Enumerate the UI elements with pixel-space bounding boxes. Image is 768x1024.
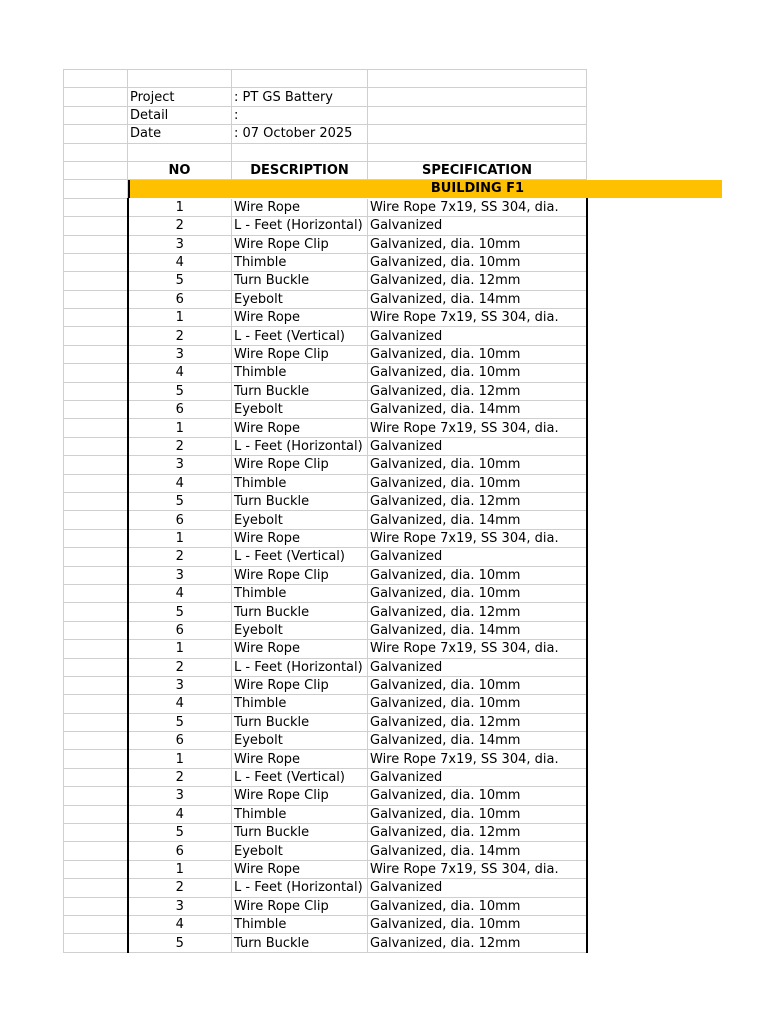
header-row (64, 161, 587, 179)
cell[interactable] (64, 290, 128, 308)
table-row (64, 603, 587, 621)
cell[interactable] (64, 272, 128, 290)
row-description[interactable]: Thimble (232, 584, 368, 602)
row-description[interactable]: Turn Buckle (232, 713, 368, 731)
row-description[interactable]: Thimble (232, 695, 368, 713)
row-no[interactable]: 1 (128, 419, 232, 437)
row-description[interactable]: Wire Rope (232, 640, 368, 658)
row-no[interactable]: 3 (128, 566, 232, 584)
cell[interactable] (64, 529, 128, 547)
table-row (64, 897, 587, 915)
row-description[interactable]: Eyebolt (232, 511, 368, 529)
cell[interactable] (64, 180, 128, 198)
detail-label[interactable]: Detail (128, 106, 232, 124)
row-description[interactable]: Wire Rope (232, 198, 368, 216)
row-no[interactable]: 4 (128, 364, 232, 382)
row-specification[interactable]: Galvanized, dia. 10mm (368, 897, 587, 915)
table-row (64, 934, 587, 952)
cell[interactable] (64, 88, 128, 106)
row-specification[interactable]: Galvanized, dia. 10mm (368, 787, 587, 805)
row-description[interactable]: L - Feet (Horizontal) (232, 217, 368, 235)
row-description[interactable]: Wire Rope Clip (232, 566, 368, 584)
cell[interactable] (64, 732, 128, 750)
row-no[interactable]: 4 (128, 584, 232, 602)
cell[interactable] (64, 235, 128, 253)
table-row (64, 290, 587, 308)
cell[interactable] (128, 70, 232, 88)
table-row (64, 805, 587, 823)
row-no[interactable]: 6 (128, 732, 232, 750)
header-description[interactable]: DESCRIPTION (232, 161, 368, 179)
row-specification[interactable]: Wire Rope 7x19, SS 304, dia. (368, 419, 587, 437)
row-no[interactable]: 6 (128, 290, 232, 308)
row-specification[interactable]: Galvanized, dia. 12mm (368, 824, 587, 842)
cell[interactable] (64, 548, 128, 566)
spreadsheet-table (63, 69, 588, 953)
row-description[interactable]: Thimble (232, 253, 368, 271)
row-specification[interactable]: Galvanized, dia. 12mm (368, 603, 587, 621)
row-specification[interactable]: Galvanized, dia. 14mm (368, 732, 587, 750)
cell[interactable] (64, 161, 128, 179)
table-row (64, 364, 587, 382)
row-no[interactable]: 6 (128, 401, 232, 419)
row-no[interactable]: 6 (128, 621, 232, 639)
table-row (64, 824, 587, 842)
row-specification[interactable]: Galvanized, dia. 10mm (368, 474, 587, 492)
cell[interactable] (64, 603, 128, 621)
cell[interactable] (64, 401, 128, 419)
cell[interactable] (64, 456, 128, 474)
row-description[interactable]: Wire Rope (232, 309, 368, 327)
table-row (64, 548, 587, 566)
table-row (64, 474, 587, 492)
row-specification[interactable]: Galvanized, dia. 12mm (368, 934, 587, 952)
cell[interactable] (64, 327, 128, 345)
section-cell[interactable] (128, 180, 232, 198)
row-specification[interactable]: Galvanized, dia. 10mm (368, 584, 587, 602)
row-description[interactable]: Turn Buckle (232, 492, 368, 510)
table-row (64, 419, 587, 437)
cell[interactable] (64, 492, 128, 510)
row-no[interactable]: 5 (128, 272, 232, 290)
row-specification[interactable]: Galvanized, dia. 10mm (368, 566, 587, 584)
cell[interactable] (64, 750, 128, 768)
row-specification[interactable]: Galvanized, dia. 12mm (368, 272, 587, 290)
cell[interactable] (64, 787, 128, 805)
meta-row-date (64, 125, 587, 143)
row-no[interactable]: 2 (128, 879, 232, 897)
row-description[interactable]: Turn Buckle (232, 272, 368, 290)
table-row (64, 787, 587, 805)
row-specification[interactable]: Wire Rope 7x19, SS 304, dia. (368, 860, 587, 878)
table-row (64, 217, 587, 235)
cell[interactable] (368, 106, 587, 124)
row-no[interactable]: 4 (128, 474, 232, 492)
cell[interactable] (64, 198, 128, 216)
table-row (64, 511, 587, 529)
row-specification[interactable]: Galvanized, dia. 10mm (368, 364, 587, 382)
row-description[interactable]: Turn Buckle (232, 603, 368, 621)
row-specification[interactable]: Galvanized, dia. 10mm (368, 345, 587, 363)
table-row (64, 879, 587, 897)
row-description[interactable]: Turn Buckle (232, 382, 368, 400)
cell[interactable] (232, 143, 368, 161)
cell[interactable] (64, 879, 128, 897)
row-description[interactable]: L - Feet (Vertical) (232, 548, 368, 566)
row-description[interactable]: Thimble (232, 805, 368, 823)
section-cell[interactable] (232, 180, 368, 198)
meta-row-detail (64, 106, 587, 124)
row-no[interactable]: 2 (128, 548, 232, 566)
row-description[interactable]: Wire Rope Clip (232, 676, 368, 694)
row-description[interactable]: Eyebolt (232, 732, 368, 750)
row-specification[interactable]: Galvanized, dia. 14mm (368, 842, 587, 860)
table-row (64, 198, 587, 216)
row-specification[interactable]: Galvanized, dia. 10mm (368, 915, 587, 933)
table-row (64, 401, 587, 419)
row-specification[interactable]: Wire Rope 7x19, SS 304, dia. (368, 750, 587, 768)
cell[interactable] (64, 842, 128, 860)
row-no[interactable]: 6 (128, 511, 232, 529)
blank-row (64, 70, 587, 88)
row-no[interactable]: 5 (128, 603, 232, 621)
row-no[interactable]: 6 (128, 842, 232, 860)
row-no[interactable]: 2 (128, 217, 232, 235)
cell[interactable] (64, 382, 128, 400)
row-no[interactable]: 3 (128, 456, 232, 474)
row-specification[interactable]: Galvanized, dia. 10mm (368, 695, 587, 713)
row-no[interactable]: 3 (128, 787, 232, 805)
table-row (64, 695, 587, 713)
project-label[interactable]: Project (128, 88, 232, 106)
row-no[interactable]: 5 (128, 934, 232, 952)
row-description[interactable]: Thimble (232, 915, 368, 933)
row-specification[interactable]: Galvanized, dia. 12mm (368, 492, 587, 510)
cell[interactable] (368, 125, 587, 143)
row-specification[interactable]: Galvanized, dia. 10mm (368, 235, 587, 253)
row-description[interactable]: Wire Rope (232, 419, 368, 437)
row-no[interactable]: 1 (128, 750, 232, 768)
row-no[interactable]: 2 (128, 327, 232, 345)
cell[interactable] (64, 824, 128, 842)
row-specification[interactable]: Galvanized (368, 437, 587, 455)
table-row (64, 529, 587, 547)
row-no[interactable]: 2 (128, 658, 232, 676)
row-description[interactable]: Eyebolt (232, 621, 368, 639)
row-description[interactable]: Eyebolt (232, 290, 368, 308)
row-specification[interactable]: Galvanized, dia. 12mm (368, 382, 587, 400)
section-title: BUILDING F1 (430, 181, 525, 196)
row-description[interactable]: L - Feet (Horizontal) (232, 879, 368, 897)
row-specification[interactable]: Galvanized, dia. 14mm (368, 511, 587, 529)
row-specification[interactable]: Wire Rope 7x19, SS 304, dia. (368, 198, 587, 216)
cell[interactable] (64, 70, 128, 88)
table-row (64, 382, 587, 400)
table-row (64, 676, 587, 694)
row-specification[interactable]: Wire Rope 7x19, SS 304, dia. (368, 309, 587, 327)
table-row (64, 327, 587, 345)
table-row (64, 345, 587, 363)
row-no[interactable]: 3 (128, 897, 232, 915)
row-specification[interactable]: Galvanized (368, 768, 587, 786)
row-description[interactable]: Turn Buckle (232, 824, 368, 842)
table-row (64, 621, 587, 639)
row-description[interactable]: L - Feet (Vertical) (232, 768, 368, 786)
cell[interactable] (64, 437, 128, 455)
table-row (64, 860, 587, 878)
project-value[interactable]: : PT GS Battery (232, 88, 368, 106)
cell[interactable] (64, 768, 128, 786)
row-description[interactable]: Wire Rope Clip (232, 897, 368, 915)
row-specification[interactable]: Galvanized, dia. 14mm (368, 290, 587, 308)
row-no[interactable]: 3 (128, 676, 232, 694)
table-row (64, 640, 587, 658)
row-specification[interactable]: Galvanized (368, 327, 587, 345)
row-no[interactable]: 4 (128, 695, 232, 713)
date-value[interactable]: : 07 October 2025 (232, 125, 368, 143)
cell[interactable] (64, 364, 128, 382)
cell[interactable] (232, 70, 368, 88)
row-description[interactable]: Wire Rope Clip (232, 456, 368, 474)
row-no[interactable]: 5 (128, 382, 232, 400)
row-specification[interactable]: Galvanized, dia. 10mm (368, 456, 587, 474)
table-row (64, 713, 587, 731)
cell[interactable] (64, 897, 128, 915)
row-description[interactable]: Eyebolt (232, 401, 368, 419)
cell[interactable] (64, 474, 128, 492)
cell[interactable] (64, 658, 128, 676)
cell[interactable] (368, 143, 587, 161)
cell[interactable] (64, 713, 128, 731)
cell[interactable] (64, 621, 128, 639)
cell[interactable] (64, 676, 128, 694)
cell[interactable] (64, 860, 128, 878)
cell[interactable] (64, 419, 128, 437)
table-row (64, 842, 587, 860)
cell[interactable] (368, 70, 587, 88)
row-description[interactable]: Wire Rope (232, 529, 368, 547)
detail-value[interactable]: : (232, 106, 368, 124)
table-row (64, 253, 587, 271)
cell[interactable] (64, 566, 128, 584)
row-specification[interactable]: Galvanized, dia. 10mm (368, 805, 587, 823)
row-specification[interactable]: Galvanized, dia. 12mm (368, 713, 587, 731)
row-specification[interactable]: Galvanized, dia. 14mm (368, 401, 587, 419)
row-no[interactable]: 5 (128, 492, 232, 510)
cell[interactable] (64, 915, 128, 933)
row-no[interactable]: 3 (128, 345, 232, 363)
table-row (64, 566, 587, 584)
cell[interactable] (64, 106, 128, 124)
cell[interactable] (64, 125, 128, 143)
blank-row (64, 143, 587, 161)
row-description[interactable]: Eyebolt (232, 842, 368, 860)
meta-row-project (64, 88, 587, 106)
cell[interactable] (64, 640, 128, 658)
table-row (64, 309, 587, 327)
row-no[interactable]: 1 (128, 198, 232, 216)
row-description[interactable]: Wire Rope (232, 860, 368, 878)
row-description[interactable]: L - Feet (Horizontal) (232, 658, 368, 676)
row-no[interactable]: 5 (128, 713, 232, 731)
row-no[interactable]: 2 (128, 768, 232, 786)
row-no[interactable]: 3 (128, 235, 232, 253)
row-description[interactable]: Turn Buckle (232, 934, 368, 952)
row-specification[interactable]: Wire Rope 7x19, SS 304, dia. (368, 529, 587, 547)
row-no[interactable]: 1 (128, 529, 232, 547)
row-no[interactable]: 4 (128, 915, 232, 933)
row-description[interactable]: Wire Rope Clip (232, 345, 368, 363)
table-row (64, 915, 587, 933)
table-row (64, 437, 587, 455)
cell[interactable] (128, 143, 232, 161)
cell[interactable] (64, 309, 128, 327)
cell[interactable] (64, 345, 128, 363)
row-description[interactable]: Thimble (232, 364, 368, 382)
row-specification[interactable]: Galvanized, dia. 10mm (368, 676, 587, 694)
row-description[interactable]: Wire Rope Clip (232, 787, 368, 805)
table-row (64, 492, 587, 510)
row-description[interactable]: L - Feet (Vertical) (232, 327, 368, 345)
cell[interactable] (64, 805, 128, 823)
table-row (64, 584, 587, 602)
row-no[interactable]: 4 (128, 805, 232, 823)
header-no[interactable]: NO (128, 161, 232, 179)
cell[interactable] (368, 88, 587, 106)
row-specification[interactable]: Galvanized (368, 658, 587, 676)
row-description[interactable]: Wire Rope (232, 750, 368, 768)
row-no[interactable]: 2 (128, 437, 232, 455)
row-no[interactable]: 4 (128, 253, 232, 271)
row-specification[interactable]: Galvanized, dia. 14mm (368, 621, 587, 639)
row-description[interactable]: L - Feet (Horizontal) (232, 437, 368, 455)
cell[interactable] (64, 143, 128, 161)
row-no[interactable]: 5 (128, 824, 232, 842)
header-specification[interactable]: SPECIFICATION (368, 161, 587, 179)
row-no[interactable]: 1 (128, 860, 232, 878)
row-no[interactable]: 1 (128, 309, 232, 327)
cell[interactable] (64, 584, 128, 602)
row-description[interactable]: Thimble (232, 474, 368, 492)
table-row (64, 235, 587, 253)
date-label[interactable]: Date (128, 125, 232, 143)
row-description[interactable]: Wire Rope Clip (232, 235, 368, 253)
cell[interactable] (64, 934, 128, 952)
table-row (64, 768, 587, 786)
row-specification[interactable]: Wire Rope 7x19, SS 304, dia. (368, 640, 587, 658)
table-row (64, 732, 587, 750)
table-row (64, 658, 587, 676)
cell[interactable] (64, 695, 128, 713)
row-specification[interactable]: Galvanized (368, 548, 587, 566)
row-specification[interactable]: Galvanized (368, 879, 587, 897)
row-specification[interactable]: Galvanized, dia. 10mm (368, 253, 587, 271)
cell[interactable] (64, 217, 128, 235)
table-row (64, 750, 587, 768)
cell[interactable] (64, 511, 128, 529)
row-no[interactable]: 1 (128, 640, 232, 658)
table-row (64, 456, 587, 474)
table-row (64, 272, 587, 290)
cell[interactable] (64, 253, 128, 271)
row-specification[interactable]: Galvanized (368, 217, 587, 235)
